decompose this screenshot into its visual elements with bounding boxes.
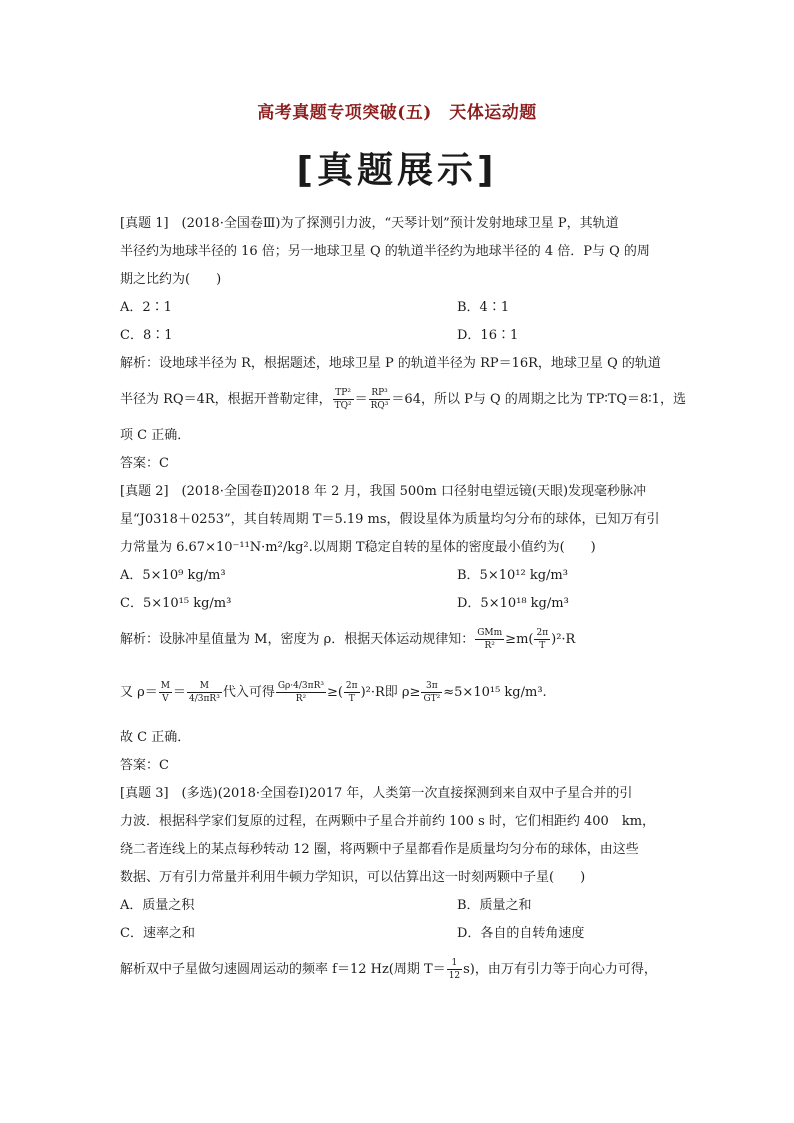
fraction-numerator: 2π — [536, 628, 549, 638]
q3-line-1: [真题 3] (多选)(2018·全国卷Ⅰ)2017 年，人类第一次直接探测到来自双中子星合并的引 — [120, 786, 633, 801]
q2-option-d: D．5×10¹⁸ kg/m³ — [457, 596, 569, 611]
q1-line-3: 期之比约为( ) — [120, 272, 222, 287]
q2-answer: 答案：C — [120, 758, 169, 773]
q2-solution-text-g: ≥( — [326, 685, 343, 700]
q1-fraction-period — [333, 387, 354, 412]
fraction-numerator: 2π — [345, 681, 358, 691]
q2-options-row-2 — [120, 590, 680, 618]
q2-solution-line-3: 故 C 正确． — [120, 730, 191, 745]
q1-solution-text-b: ＝64，所以 P与 Q 的周期之比为 TP∶TQ＝8∶1，选 — [391, 392, 686, 407]
fraction-denominator: GT² — [423, 694, 441, 704]
q2-option-a: A．5×10⁹ kg/m³ — [120, 568, 226, 583]
q2-line-1: [真题 2] (2018·全国卷Ⅱ)2018 年 2 月，我国 500m 口径射电望远镜(天眼)发现毫秒脉冲 — [120, 484, 647, 499]
q2-solution-text-e: ＝ — [173, 685, 187, 700]
fraction-numerator: 3π — [421, 680, 442, 693]
q2-solution-line-2 — [120, 662, 680, 724]
q2-solution-text-i: ≈5×10¹⁵ kg/m³. — [443, 685, 547, 700]
q2-option-b: B．5×10¹² kg/m³ — [457, 568, 568, 583]
q3-option-d: D．各自的自转角速度 — [457, 926, 585, 941]
page-title: 高考真题专项突破(五) 天体运动题 — [257, 103, 537, 123]
fraction-denominator: 4/3πR³ — [189, 694, 220, 704]
fraction-denominator: T — [539, 641, 546, 651]
fraction-denominator: T — [348, 694, 355, 704]
fraction-denominator: R² — [484, 641, 495, 651]
q2-solution-text-d: 又 ρ＝ — [120, 685, 158, 700]
q1-options-row-2 — [120, 322, 680, 350]
q1-line-2: 半径约为地球半径的 16 倍；另一地球卫星 Q 的轨道半径约为地球半径的 4 倍．P与 Q 的周 — [120, 244, 650, 259]
fraction-denominator: V — [162, 694, 169, 704]
fraction-denominator: 12 — [448, 971, 461, 981]
fraction-denominator: TQ² — [334, 401, 352, 411]
fraction-numerator: Gρ·4/3πR³ — [277, 681, 324, 691]
q3-option-c: C．速率之和 — [120, 926, 195, 941]
q2-fraction-omega-2 — [344, 680, 360, 705]
q3-solution-line-1 — [120, 948, 680, 992]
q3-solution-text-b: s)，由万有引力等于向心力可得， — [463, 962, 657, 977]
q3-line-3: 绕二者连线上的某点每秒转动 12 圈，将两颗中子星都看作是质量均匀分布的球体，由这些 — [120, 842, 639, 857]
q3-option-a: A．质量之积 — [120, 898, 195, 913]
q1-solution-text-a: 半径为 RQ＝4R，根据开普勒定律， — [120, 392, 332, 407]
fraction-numerator: 1 — [447, 957, 462, 970]
q1-option-d: D．16∶1 — [457, 328, 519, 343]
q2-line-2: 星“J0318＋0253”，其自转周期 T＝5.19 ms，假设星体为质量均匀分布的球体，已知万有引 — [120, 512, 660, 527]
q1-option-c: C．8∶1 — [120, 328, 173, 343]
q2-options-row-1 — [120, 562, 680, 590]
fraction-denominator: R² — [295, 694, 307, 704]
fraction-numerator: M — [160, 681, 170, 691]
fraction-numerator: RP³ — [369, 387, 391, 400]
q2-solution-line-1 — [120, 618, 680, 662]
q2-fraction-gravity — [475, 627, 504, 652]
q3-solution-text-a: 解析双中子星做匀速圆周运动的频率 f＝12 Hz(周期 T＝ — [120, 962, 446, 977]
q2-solution-text-h: )²·R即 ρ≥ — [360, 685, 421, 700]
q1-solution-line-2: 半径为 RQ＝4R，根据开普勒定律， $\frac{\text{TP²}}{\text{TQ²}}$ ＝ $\frac{\text{RP³}}{\text{RQ³}}$ ＝64，所以 P与 Q 的周期之比为 TP∶TQ＝8∶1，选 — [120, 388, 686, 411]
q1-option-b: B．4∶1 — [457, 300, 510, 315]
q2-solution-text-a: 解析：设脉冲星值量为 M，密度为 ρ．根据天体运动规律知： — [120, 632, 475, 647]
fraction-numerator: M — [187, 680, 222, 693]
q1-line-1: [真题 1] (2018·全国卷Ⅲ)为了探测引力波，“天琴计划”预计发射地球卫星 P，其轨道 — [120, 216, 619, 231]
q1-options-row-1 — [120, 294, 680, 322]
q2-solution-text-f: 代入可得 — [222, 685, 275, 700]
q1-solution-line-3: 项 C 正确． — [120, 428, 191, 443]
q3-option-b: B．质量之和 — [457, 898, 532, 913]
q1-option-a: A．2∶1 — [120, 300, 172, 315]
content-body — [120, 210, 686, 992]
q3-options-row-1 — [120, 892, 680, 920]
q2-fraction-omega — [534, 627, 550, 652]
q2-fraction-result — [421, 680, 442, 705]
q1-fraction-radius — [369, 387, 391, 412]
fraction-denominator: RQ³ — [370, 401, 389, 411]
q3-options-row-2 — [120, 920, 680, 948]
q2-solution-text-b: ≥m( — [505, 632, 534, 647]
q2-line-3: 力常量为 6.67×10⁻¹¹N·m²/kg².以周期 T稳定自转的星体的密度最小值约为( ) — [120, 540, 596, 555]
q3-line-2: 力波．根据科学家们复原的过程，在两颗中子星合并前约 100 s 时，它们相距约 400 km， — [120, 814, 656, 829]
q2-option-c: C．5×10¹⁵ kg/m³ — [120, 596, 232, 611]
q2-fraction-volume — [187, 680, 222, 705]
q1-answer: 答案：C — [120, 456, 169, 471]
q3-fraction-period — [447, 957, 462, 982]
q3-line-4: 数据、万有引力常量并利用牛顿力学知识，可以估算出这一时刻两颗中子星( ) — [120, 870, 586, 885]
q2-fraction-substituted — [276, 680, 326, 705]
section-banner: [真题展示] — [296, 150, 498, 191]
q1-solution-line-1: 解析：设地球半径为 R，根据题述，地球卫星 P 的轨道半径为 RP＝16R，地球卫星 Q 的轨道 — [120, 356, 661, 371]
q2-fraction-density — [159, 680, 172, 705]
q2-solution-text-c: )²·R — [551, 632, 576, 647]
fraction-numerator: GMm — [477, 628, 503, 638]
fraction-numerator: TP² — [333, 387, 354, 400]
